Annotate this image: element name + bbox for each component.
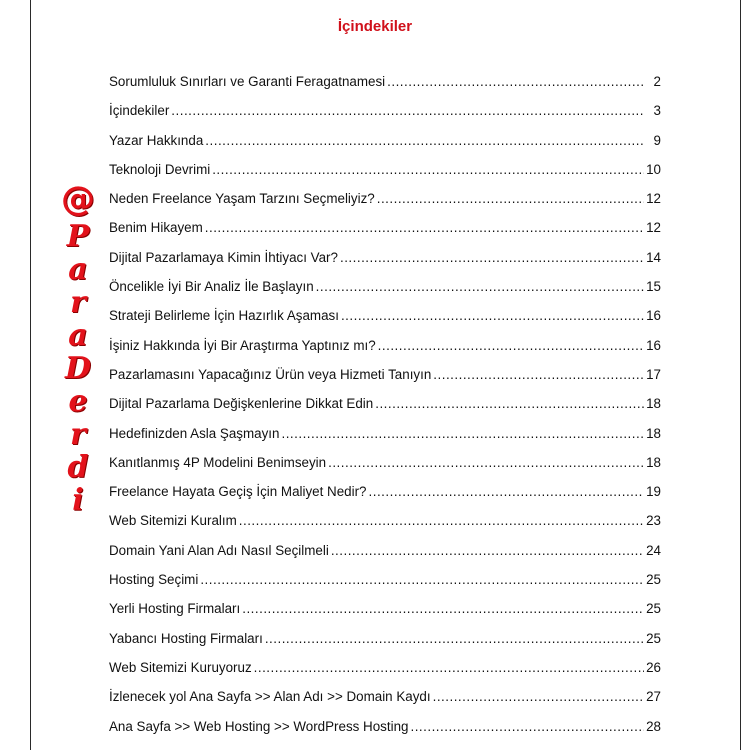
toc-entry[interactable] xyxy=(109,572,661,601)
toc-entry[interactable] xyxy=(109,396,661,425)
toc-entry-page-number: 25 xyxy=(646,601,661,617)
toc-entry[interactable] xyxy=(109,689,661,718)
toc-dot-leader xyxy=(377,191,644,206)
toc-dot-leader xyxy=(369,484,645,499)
toc-entry-label: Web Sitemizi Kuralım xyxy=(109,513,237,529)
watermark-letter: d xyxy=(67,450,89,485)
table-of-contents xyxy=(109,74,661,748)
toc-entry-page-number: 12 xyxy=(646,220,661,236)
toc-entry-label: Neden Freelance Yaşam Tarzını Seçmeliyiz? xyxy=(109,191,375,207)
toc-entry[interactable] xyxy=(109,426,661,455)
toc-entry[interactable] xyxy=(109,660,661,689)
watermark-letter: @ xyxy=(61,179,95,219)
toc-entry-label: Sorumluluk Sınırları ve Garanti Feragatnamesi xyxy=(109,74,386,89)
toc-entry[interactable] xyxy=(109,484,661,513)
toc-entry-label: Kanıtlanmış 4P Modelini Benimseyin xyxy=(109,454,327,470)
toc-entry-label: Öncelikle İyi Bir Analiz İle Başlayın xyxy=(109,279,314,295)
toc-entry[interactable] xyxy=(109,367,661,396)
toc-entry[interactable] xyxy=(109,631,661,660)
toc-entry-page-number: 10 xyxy=(646,161,661,177)
toc-dot-leader xyxy=(433,689,645,704)
toc-entry[interactable] xyxy=(109,719,661,748)
toc-dot-leader xyxy=(316,279,644,294)
toc-dot-leader xyxy=(205,220,644,235)
toc-dot-leader xyxy=(328,455,644,470)
toc-entry-label: Yazar Hakkında xyxy=(109,132,204,148)
toc-dot-leader xyxy=(254,660,644,675)
toc-dot-leader xyxy=(171,103,645,118)
toc-entry-label: Freelance Hayata Geçiş İçin Maliyet Nedir? xyxy=(109,484,367,500)
toc-entry[interactable] xyxy=(109,338,661,367)
toc-entry[interactable] xyxy=(109,74,661,103)
toc-dot-leader xyxy=(378,338,644,353)
watermark-letter: a xyxy=(68,252,88,287)
watermark-letter: P xyxy=(66,219,90,254)
toc-dot-leader xyxy=(205,133,645,148)
watermark-letter: i xyxy=(72,483,84,518)
toc-entry-label: Hosting Seçimi xyxy=(109,572,199,588)
toc-entry-page-number: 2 xyxy=(653,74,661,89)
toc-entry-page-number: 17 xyxy=(646,366,661,382)
toc-entry[interactable] xyxy=(109,250,661,279)
toc-dot-leader xyxy=(265,631,644,646)
toc-entry[interactable] xyxy=(109,601,661,630)
toc-dot-leader xyxy=(200,572,644,587)
toc-entry-label: Hedefinizden Asla Şaşmayın xyxy=(109,425,280,441)
watermark-letter: a xyxy=(68,318,88,353)
watermark-letter: e xyxy=(68,384,88,419)
toc-entry-page-number: 18 xyxy=(646,425,661,441)
page-border-right xyxy=(740,0,741,750)
toc-entry-page-number: 23 xyxy=(646,513,661,529)
watermark-letter: r xyxy=(70,285,86,320)
watermark-letter: r xyxy=(70,417,86,452)
toc-dot-leader xyxy=(331,543,644,558)
toc-entry[interactable] xyxy=(109,191,661,220)
toc-dot-leader xyxy=(212,162,644,177)
toc-entry-page-number: 9 xyxy=(653,132,661,148)
toc-dot-leader xyxy=(340,250,644,265)
toc-dot-leader xyxy=(242,601,644,616)
toc-entry-page-number: 19 xyxy=(646,484,661,500)
toc-entry-label: İşiniz Hakkında İyi Bir Araştırma Yaptınız mı? xyxy=(109,337,376,353)
toc-entry-label: Dijital Pazarlamaya Kimin İhtiyacı Var? xyxy=(109,249,338,265)
toc-entry-page-number: 15 xyxy=(646,279,661,295)
toc-entry-label: Pazarlamasını Yapacağınız Ürün veya Hizmeti Tanıyın xyxy=(109,366,432,382)
toc-entry[interactable] xyxy=(109,133,661,162)
toc-entry-page-number: 12 xyxy=(646,191,661,207)
toc-entry-page-number: 25 xyxy=(646,630,661,646)
toc-dot-leader xyxy=(433,367,644,382)
toc-entry-page-number: 18 xyxy=(646,396,661,412)
toc-entry-page-number: 16 xyxy=(646,308,661,324)
toc-entry[interactable] xyxy=(109,513,661,542)
toc-entry-label: Benim Hikayem xyxy=(109,220,203,236)
toc-dot-leader xyxy=(281,426,644,441)
toc-entry-label: Dijital Pazarlama Değişkenlerine Dikkat Edin xyxy=(109,396,374,412)
toc-dot-leader xyxy=(410,719,644,734)
toc-entry-page-number: 27 xyxy=(646,689,661,705)
watermark-letter: D xyxy=(64,351,91,386)
toc-entry[interactable] xyxy=(109,543,661,572)
toc-entry[interactable] xyxy=(109,220,661,249)
toc-dot-leader xyxy=(239,513,644,528)
toc-entry-page-number: 16 xyxy=(646,337,661,353)
toc-entry[interactable] xyxy=(109,455,661,484)
toc-entry-label: İçindekiler xyxy=(109,103,170,119)
toc-entry-page-number: 24 xyxy=(646,542,661,558)
watermark-vertical-text xyxy=(56,178,100,517)
toc-entry-label: İzlenecek yol Ana Sayfa >> Alan Adı >> Domain Kaydı xyxy=(109,689,431,705)
page-title: İçindekiler xyxy=(337,18,413,36)
toc-entry-label: Yabancı Hosting Firmaları xyxy=(109,630,263,646)
toc-entry-label: Yerli Hosting Firmaları xyxy=(109,601,241,617)
toc-entry-label: Domain Yani Alan Adı Nasıl Seçilmeli xyxy=(109,542,329,558)
toc-entry[interactable] xyxy=(109,308,661,337)
toc-entry-page-number: 14 xyxy=(646,249,661,265)
toc-entry[interactable] xyxy=(109,162,661,191)
toc-dot-leader xyxy=(387,74,645,89)
toc-entry[interactable] xyxy=(109,103,661,132)
toc-entry-page-number: 18 xyxy=(646,454,661,470)
toc-entry-page-number: 28 xyxy=(646,718,661,734)
toc-dot-leader xyxy=(375,396,644,411)
toc-entry-page-number: 3 xyxy=(653,103,661,119)
toc-entry-page-number: 26 xyxy=(646,659,661,675)
toc-entry[interactable] xyxy=(109,279,661,308)
toc-entry-page-number: 25 xyxy=(646,572,661,588)
toc-entry-label: Teknoloji Devrimi xyxy=(109,161,211,177)
toc-dot-leader xyxy=(341,308,644,323)
toc-entry-label: Web Sitemizi Kuruyoruz xyxy=(109,659,252,675)
toc-entry-label: Ana Sayfa >> Web Hosting >> WordPress Hosting xyxy=(109,718,409,734)
page-border-left xyxy=(30,0,31,750)
toc-entry-label: Strateji Belirleme İçin Hazırlık Aşaması xyxy=(109,308,339,324)
